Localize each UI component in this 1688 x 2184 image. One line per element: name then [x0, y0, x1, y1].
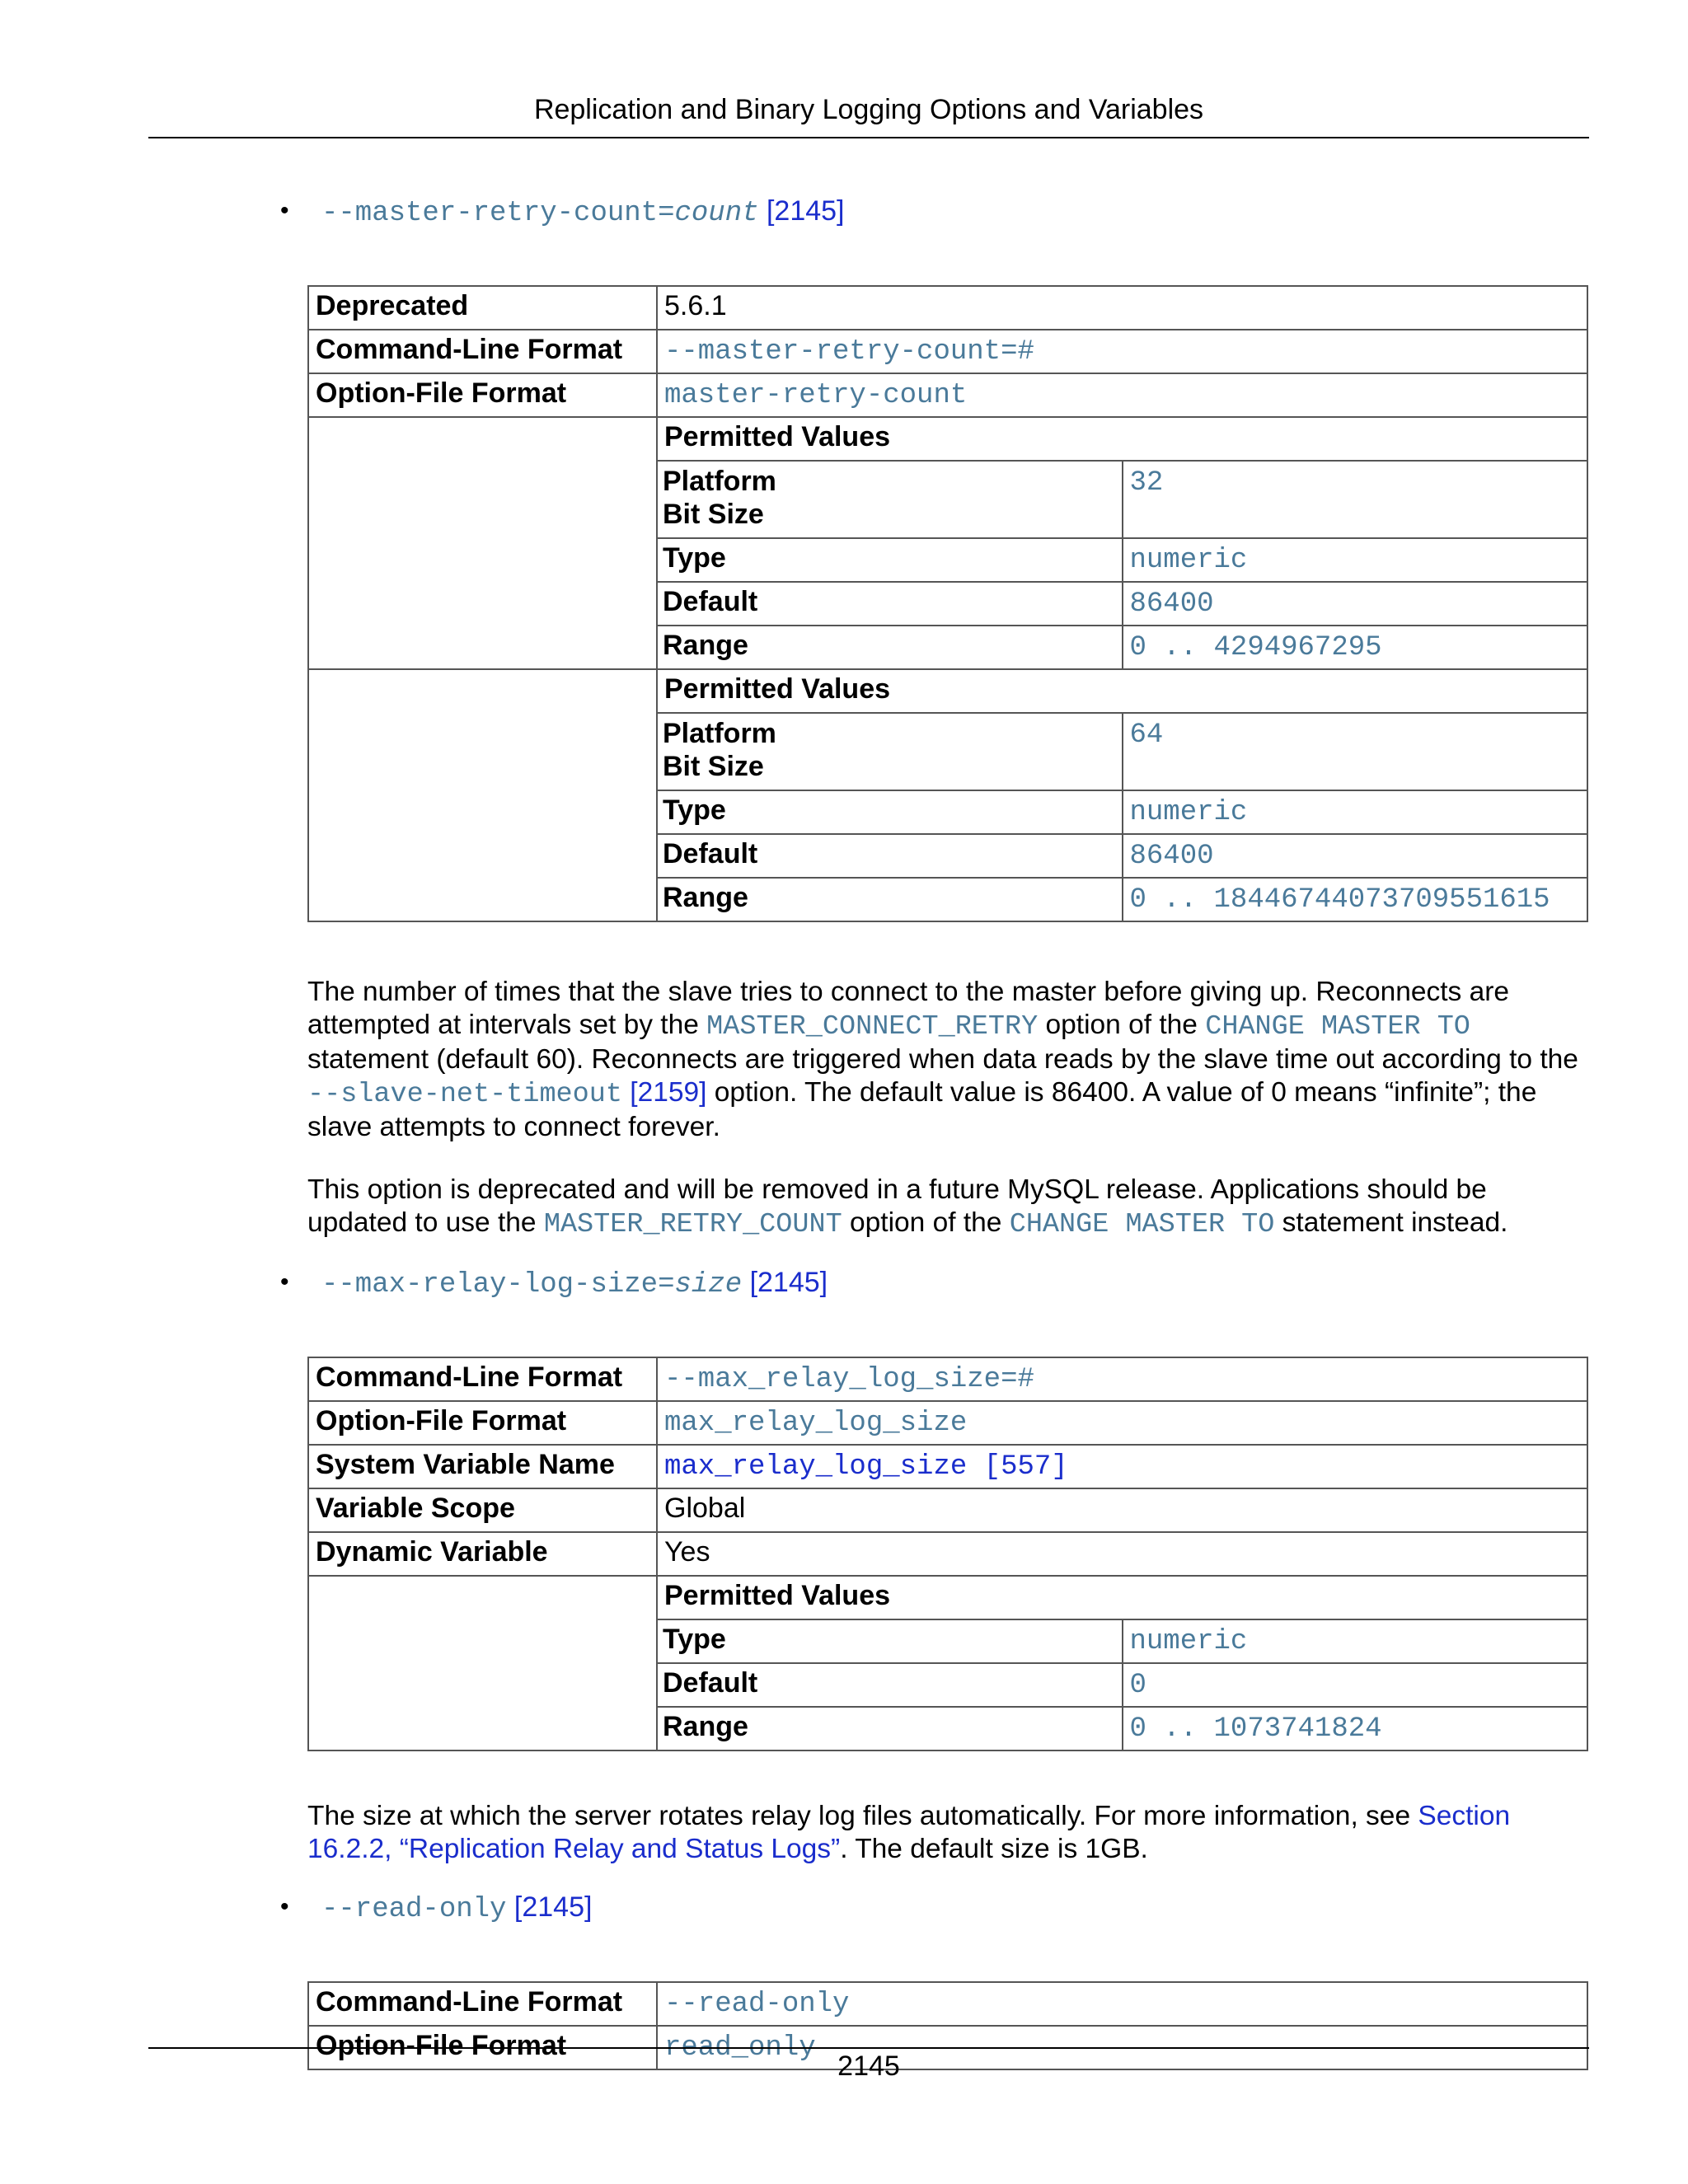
empty-cell: [308, 669, 657, 921]
dynamic-value: Yes: [657, 1532, 1587, 1576]
file-format-label: Option-File Format: [308, 1401, 657, 1445]
description-paragraph: The size at which the server rotates relay log files automatically. For more information, see Section 16.2.2, “Replication Relay and Status Logs”. The default size is 1GB.: [307, 1801, 1511, 1864]
platform-value: 64: [1129, 719, 1164, 751]
file-format-value: read_only: [664, 2032, 816, 2064]
default-value: 86400: [1129, 588, 1214, 620]
option-arg: size: [674, 1269, 743, 1301]
section-link-relay-logs[interactable]: Section 16.2.2, “Replication Relay and Status Logs”: [307, 1801, 1511, 1864]
bullet-icon: •: [280, 1893, 289, 1920]
type-value: numeric: [1129, 545, 1248, 576]
option-name: --read-only: [321, 1894, 507, 1925]
option-name: --max-relay-log-size=: [321, 1269, 675, 1301]
code-master-connect-retry: MASTER_CONNECT_RETRY: [706, 1011, 1039, 1043]
page-ref-link[interactable]: [2159]: [621, 1077, 707, 1108]
code-master-retry-count: MASTER_RETRY_COUNT: [543, 1209, 842, 1240]
default-label: Default: [658, 582, 1123, 626]
range-label: Range: [658, 878, 1123, 921]
table-row: [308, 1532, 1587, 1576]
table-row: [308, 417, 1587, 669]
table-row: [308, 373, 1587, 417]
scope-value: Global: [657, 1488, 1587, 1532]
deprecated-label: Deprecated: [308, 286, 657, 330]
bullet-icon: •: [280, 197, 289, 224]
header-rule: [148, 137, 1589, 138]
range-value: 0 .. 18446744073709551615: [1129, 884, 1550, 916]
code-slave-net-timeout: --slave-net-timeout: [307, 1079, 622, 1110]
option-arg: count: [674, 198, 759, 229]
range-value: 0 .. 4294967295: [1129, 632, 1382, 663]
platform-label: Platform Bit Size: [658, 713, 1123, 790]
page-ref-link[interactable]: [2145]: [766, 195, 845, 227]
table-row: [308, 1576, 1587, 1750]
type-label: Type: [658, 1619, 1123, 1663]
type-label: Type: [658, 790, 1123, 834]
permitted-values-label: Permitted Values: [658, 1577, 1587, 1619]
table-row: [308, 330, 1587, 373]
option-name: --master-retry-count=: [321, 198, 675, 229]
range-label: Range: [658, 626, 1123, 668]
file-format-value: master-retry-count: [664, 380, 968, 411]
file-format-value: max_relay_log_size: [664, 1408, 968, 1439]
default-label: Default: [658, 834, 1123, 878]
description-paragraph: The number of times that the slave tries to connect to the master before giving up. Reconnects are attempted at intervals set by the MASTER_CONNECT_RETRY option of the CHANGE MASTER TO statement (default 60). Reconnects are triggered when data reads by the slave time out according to the --slave-net-timeout [2159] option. The default value is 86400. A value of 0 means “infinite”; the slave attempts to connect forever.: [307, 977, 1578, 1142]
range-label: Range: [658, 1707, 1123, 1750]
platform-label: Platform Bit Size: [658, 461, 1123, 538]
empty-cell: [308, 417, 657, 669]
type-value: numeric: [1129, 797, 1248, 828]
code-change-master-to: CHANGE MASTER TO: [1205, 1011, 1470, 1043]
cmd-format-label: Command-Line Format: [308, 1982, 657, 2026]
platform-value: 32: [1129, 467, 1164, 499]
table-row: [308, 1401, 1587, 1445]
file-format-label: Option-File Format: [308, 2026, 657, 2069]
cmd-format-label: Command-Line Format: [308, 330, 657, 373]
page-header: Replication and Binary Logging Options and Variables: [533, 94, 1204, 125]
file-format-label: Option-File Format: [308, 373, 657, 417]
cmd-format-value: --master-retry-count=#: [664, 336, 1034, 368]
deprecated-value: 5.6.1: [657, 286, 1587, 330]
cmd-format-value: --read-only: [664, 1989, 850, 2020]
option-table-max-relay-log-size: [307, 1357, 1588, 1751]
page-number: 2145: [837, 2050, 900, 2082]
cmd-format-label: Command-Line Format: [308, 1357, 657, 1401]
default-value: 86400: [1129, 841, 1214, 872]
scope-label: Variable Scope: [308, 1488, 657, 1532]
type-value: numeric: [1129, 1626, 1248, 1657]
table-row: [308, 669, 1587, 921]
page-ref-link[interactable]: [2145]: [749, 1267, 828, 1298]
table-row: [308, 1488, 1587, 1532]
table-row: [308, 286, 1587, 330]
footer-rule: [148, 2047, 1589, 2049]
permitted-values-label: Permitted Values: [658, 670, 1587, 713]
table-row: [308, 1357, 1587, 1401]
table-row: [308, 1982, 1587, 2026]
code-change-master-to: CHANGE MASTER TO: [1009, 1209, 1275, 1240]
page-ref-link[interactable]: [2145]: [513, 1891, 593, 1923]
type-label: Type: [658, 538, 1123, 582]
empty-cell: [308, 1576, 657, 1750]
bullet-icon: •: [280, 1268, 289, 1296]
sysvar-link[interactable]: max_relay_log_size [557]: [664, 1451, 1068, 1483]
dynamic-label: Dynamic Variable: [308, 1532, 657, 1576]
permitted-values: [657, 1576, 1587, 1750]
permitted-values-64: [657, 669, 1587, 921]
permitted-values-label: Permitted Values: [658, 418, 1587, 461]
deprecation-paragraph: This option is deprecated and will be removed in a future MySQL release. Applications should be updated to use the MASTER_RETRY_COUNT option of the CHANGE MASTER TO statement instead.: [307, 1174, 1508, 1240]
cmd-format-value: --max_relay_log_size=#: [664, 1364, 1034, 1395]
default-label: Default: [658, 1663, 1123, 1707]
sysvar-label: System Variable Name: [308, 1445, 657, 1488]
default-value: 0: [1129, 1670, 1146, 1701]
option-table-master-retry-count: [307, 285, 1588, 922]
permitted-values-32: [657, 417, 1587, 669]
table-row: [308, 1445, 1587, 1488]
range-value: 0 .. 1073741824: [1129, 1713, 1382, 1745]
